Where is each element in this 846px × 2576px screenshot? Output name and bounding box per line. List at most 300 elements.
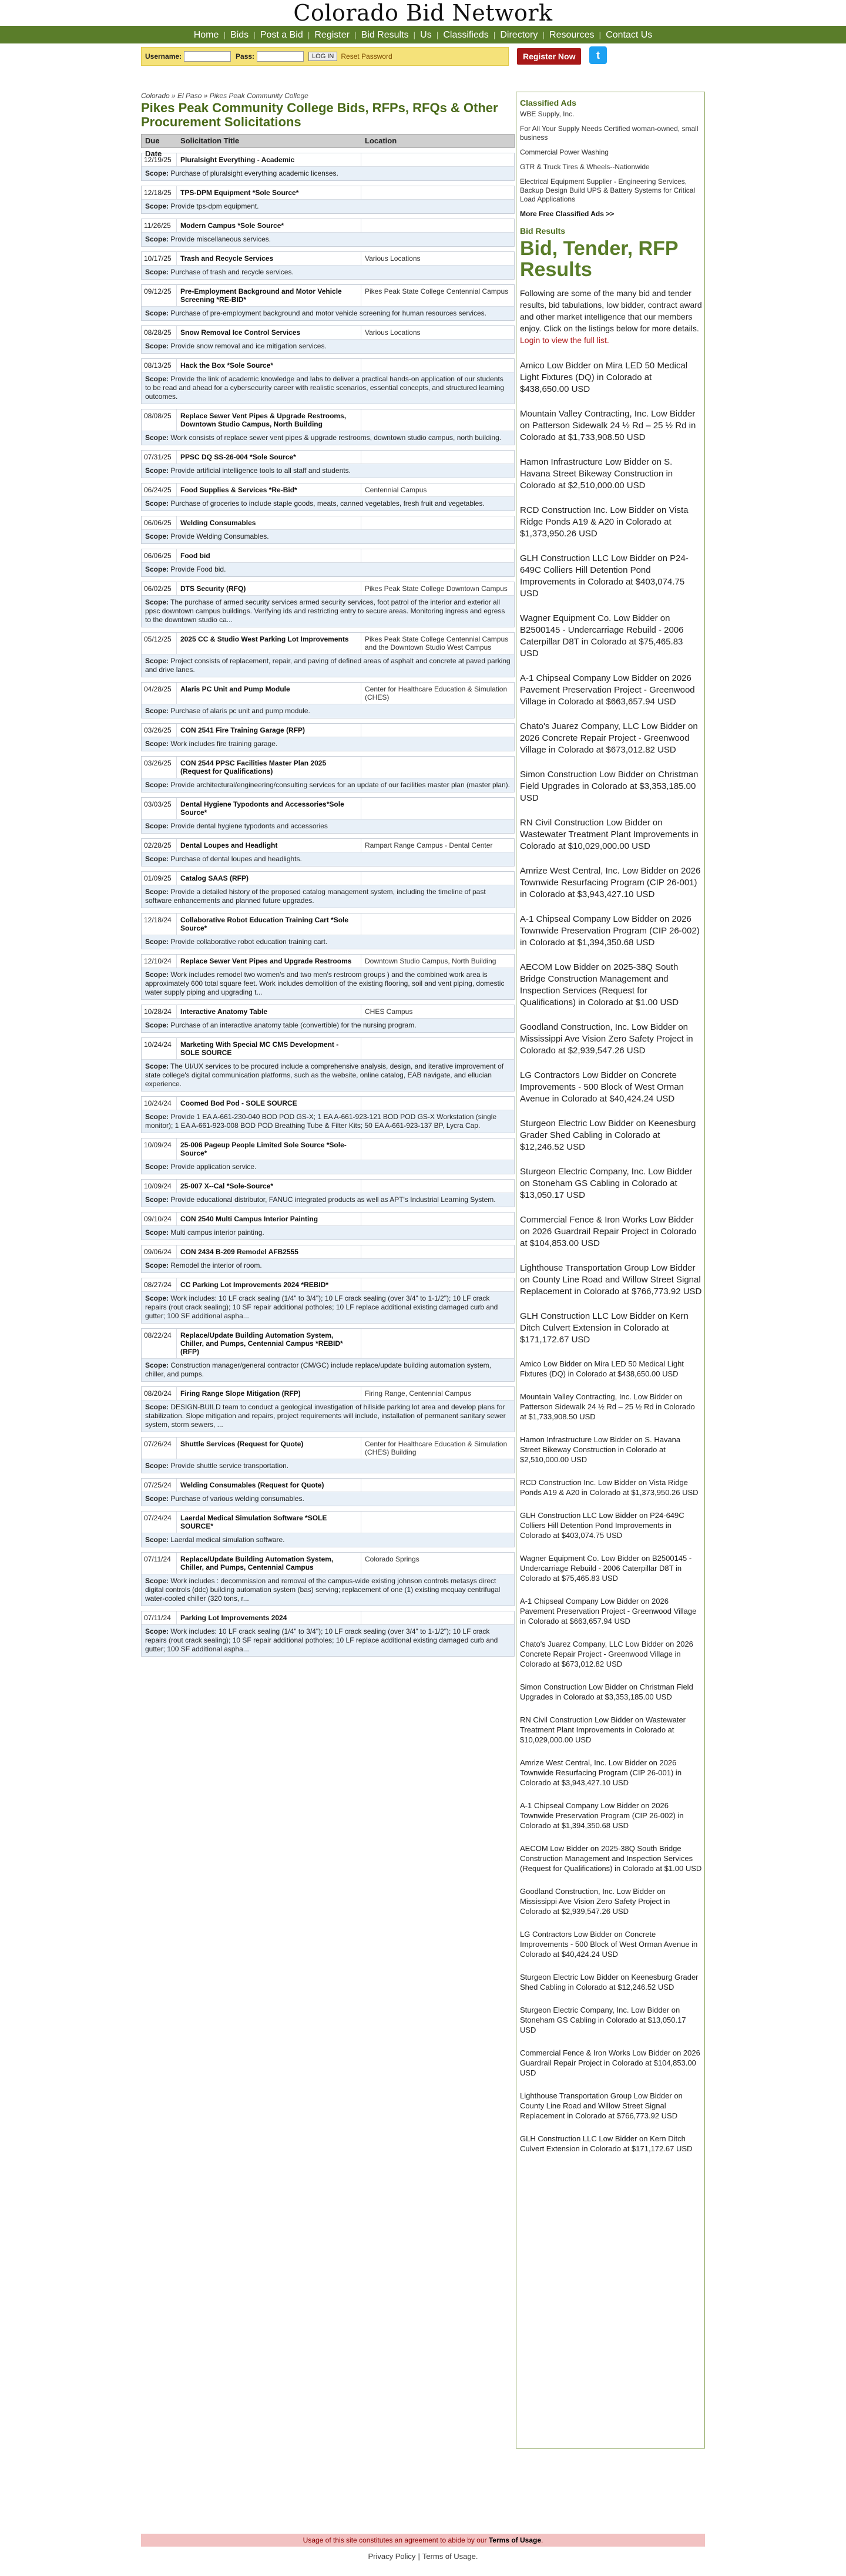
bid-entry — [141, 153, 515, 181]
bid-result-link[interactable]: RCD Construction Inc. Low Bidder on Vista Ridge Ponds A19 & A20 in Colorado at $1,373,950.26 USD — [520, 1478, 699, 1497]
bid-title-link[interactable]: Firing Range Slope Mitigation (RFP) — [180, 1389, 301, 1398]
bid-title-cell — [177, 1278, 361, 1291]
bid-location — [361, 798, 514, 819]
bid-due-date: 10/24/24 — [142, 1097, 177, 1110]
bid-result-link[interactable]: Chato's Juarez Company, LLC Low Bidder on 2026 Concrete Repair Project - Greenwood Village in Colorado at $673,012.82 USD — [520, 721, 698, 755]
bid-title-link[interactable]: Collaborative Robot Education Training Cart *Sole Source* — [180, 916, 349, 932]
bid-title-cell — [177, 1512, 361, 1533]
bid-scope — [142, 885, 514, 908]
classified-ad[interactable]: For All Your Supply Needs Certified woman-owned, small business — [520, 125, 699, 142]
bid-title-link[interactable]: Food Supplies & Services *Re-Bid* — [180, 486, 297, 494]
nav-separator: | — [436, 30, 439, 39]
bid-result-link[interactable]: RCD Construction Inc. Low Bidder on Vista Ridge Ponds A19 & A20 in Colorado at $1,373,950.26 USD — [520, 505, 689, 539]
bid-result-link[interactable]: RN Civil Construction Low Bidder on Wastewater Treatment Plant Improvements in Colorado at $10,029,000.00 USD — [520, 818, 699, 851]
bid-row — [142, 872, 514, 885]
breadcrumb-item[interactable]: Colorado — [141, 92, 170, 100]
username-input[interactable] — [184, 51, 231, 62]
bid-title-link[interactable]: Shuttle Services (Request for Quote) — [180, 1440, 304, 1448]
bid-scope — [142, 1624, 514, 1656]
scope-text: Remodel the interior of room. — [170, 1261, 262, 1269]
table-header — [141, 134, 515, 158]
bid-entry — [141, 632, 515, 677]
bid-row — [142, 798, 514, 819]
bid-row — [142, 1005, 514, 1018]
bid-due-date: 07/25/24 — [142, 1479, 177, 1492]
bid-location — [361, 1245, 514, 1258]
bid-title-link[interactable]: Welding Consumables — [180, 519, 256, 527]
bid-scope — [142, 1459, 514, 1473]
bid-due-date: 05/12/25 — [142, 633, 177, 654]
bid-title-link[interactable]: Pluralsight Everything - Academic — [180, 156, 295, 164]
bid-title-link[interactable]: Dental Loupes and Headlight — [180, 841, 278, 849]
scope-text: Provide Food bid. — [170, 565, 226, 573]
scope-label: Scope: — [145, 781, 169, 789]
scope-label: Scope: — [145, 169, 169, 177]
bid-scope — [142, 1574, 514, 1606]
bid-result-link[interactable]: A-1 Chipseal Company Low Bidder on 2026 Townwide Preservation Program (CIP 26-002) in Colorado at $1,394,350.68 USD — [520, 914, 700, 948]
bid-title-link[interactable]: Hack the Box *Sole Source* — [180, 361, 274, 370]
bid-row — [142, 1329, 514, 1358]
bid-result-link[interactable]: Mountain Valley Contracting, Inc. Low Bidder on Patterson Sidewalk 24 ½ Rd – 25 ½ Rd in Colorado at $1,733,908.50 USD — [520, 409, 696, 442]
bid-location — [361, 549, 514, 562]
bid-result-link[interactable]: GLH Construction LLC Low Bidder on P24-649C Colliers Hill Detention Pond Improvements in Colorado at $403,074.75 USD — [520, 1511, 684, 1540]
bid-title-link[interactable]: Pre-Employment Background and Motor Vehicle Screening *RE-BID* — [180, 287, 342, 304]
nav-item[interactable]: Register — [314, 30, 350, 40]
terms-text: Usage of this site constitutes an agreement to abide by our — [303, 2536, 487, 2544]
bid-title-cell — [177, 1611, 361, 1624]
scope-text: Work includes remodel two women's and two men's restroom groups ) and the combined work area is approximately 600 total square feet. Work includes demolition of the existing flooring, soil and vent piping, domestic water supply piping and upgrading t... — [145, 970, 505, 996]
bid-results-heading: Bid Results — [520, 226, 566, 236]
bid-title-link[interactable]: CON 2540 Multi Campus Interior Painting — [180, 1215, 318, 1223]
bid-scope — [142, 1492, 514, 1506]
classified-ad[interactable]: WBE Supply, Inc. — [520, 110, 575, 118]
bid-title-link[interactable]: Welding Consumables (Request for Quote) — [180, 1481, 324, 1489]
bid-title-link[interactable]: 25-006 Pageup People Limited Sole Source *Sole-Source* — [180, 1141, 347, 1157]
scope-label: Scope: — [145, 707, 169, 715]
bid-scope — [142, 529, 514, 543]
bid-scope — [142, 166, 514, 180]
bid-result-link[interactable]: RN Civil Construction Low Bidder on Wastewater Treatment Plant Improvements in Colorado at $10,029,000.00 USD — [520, 1715, 686, 1744]
bid-result-link[interactable]: Commercial Fence & Iron Works Low Bidder on 2026 Guardrail Repair Project in Colorado at $104,853.00 USD — [520, 1215, 697, 1248]
bid-title-cell — [177, 153, 361, 166]
bid-result-link[interactable]: Amrize West Central, Inc. Low Bidder on 2026 Townwide Resurfacing Program (CIP 26-001) in Colorado at $3,943,427.10 USD — [520, 1758, 682, 1787]
scope-text: Purchase of alaris pc unit and pump module. — [170, 707, 310, 715]
bid-entry — [141, 1278, 515, 1324]
bid-title-cell — [177, 582, 361, 595]
bid-result-link[interactable]: Amrize West Central, Inc. Low Bidder on 2026 Townwide Resurfacing Program (CIP 26-001) in Colorado at $3,943,427.10 USD — [520, 866, 701, 899]
bid-result-link[interactable]: Lighthouse Transportation Group Low Bidder on County Line Road and Willow Street Signal Replacement in Colorado at $766,773.92 USD — [520, 1263, 702, 1297]
bid-result-link[interactable]: Goodland Construction, Inc. Low Bidder on Mississippi Ave Vision Zero Safety Project in Colorado at $2,939,547.26 USD — [520, 1022, 693, 1056]
bid-title-cell — [177, 839, 361, 852]
bid-result-link[interactable]: GLH Construction LLC Low Bidder on Kern Ditch Culvert Extension in Colorado at $171,172.67 USD — [520, 2134, 693, 2153]
bid-entry — [141, 284, 515, 321]
bid-title-link[interactable]: Food bid — [180, 552, 210, 560]
bid-due-date: 03/26/25 — [142, 724, 177, 737]
bid-due-date: 12/10/24 — [142, 955, 177, 968]
bid-title-link[interactable]: Interactive Anatomy Table — [180, 1007, 268, 1016]
bid-location — [361, 219, 514, 232]
bid-result-link[interactable]: Sturgeon Electric Low Bidder on Keenesburg Grader Shed Cabling in Colorado at $12,246.52 USD — [520, 1973, 699, 1991]
bid-row — [142, 219, 514, 232]
nav-item[interactable]: Directory — [500, 30, 538, 40]
terms-usage-link[interactable]: Terms of Usage. — [422, 2552, 478, 2561]
password-input[interactable] — [257, 51, 304, 62]
nav-item[interactable]: Classifieds — [443, 30, 489, 40]
bid-title-link[interactable]: Marketing With Special MC CMS Development - SOLE SOURCE — [180, 1040, 339, 1057]
nav-item[interactable]: Contact Us — [606, 30, 653, 40]
bid-entry — [141, 756, 515, 792]
nav-separator: | — [542, 30, 545, 39]
classified-ad[interactable]: GTR & Truck Tires & Wheels--Nationwide — [520, 163, 650, 171]
bid-result-link[interactable]: Sturgeon Electric Company, Inc. Low Bidder on Stoneham GS Cabling in Colorado at $13,050.17 USD — [520, 2006, 686, 2034]
bid-row — [142, 451, 514, 464]
nav-item[interactable]: Bid Results — [361, 30, 409, 40]
bid-location — [361, 872, 514, 885]
bid-result-link[interactable]: Simon Construction Low Bidder on Christman Field Upgrades in Colorado at $3,353,185.00 USD — [520, 770, 699, 803]
bid-location — [361, 757, 514, 778]
bid-row — [142, 1512, 514, 1533]
bid-list — [141, 153, 515, 1657]
login-link[interactable]: Login to view the full list. — [520, 335, 609, 345]
scope-text: Purchase of pluralsight everything academic licenses. — [170, 169, 338, 177]
bid-result-link[interactable]: A-1 Chipseal Company Low Bidder on 2026 Pavement Preservation Project - Greenwood Village in Colorado at $663,657.94 USD — [520, 1597, 697, 1625]
nav-item[interactable]: Bids — [230, 30, 249, 40]
bid-title-cell — [177, 359, 361, 372]
bid-scope — [142, 372, 514, 404]
bid-title-cell — [177, 451, 361, 464]
twitter-icon[interactable]: t — [589, 46, 607, 64]
scope-label: Scope: — [145, 1113, 169, 1121]
bid-result-link[interactable]: Wagner Equipment Co. Low Bidder on B2500145 - Undercarriage Rebuild - 2006 Caterpillar D8T in Colorado at $75,465.83 USD — [520, 613, 684, 659]
bid-entry — [141, 582, 515, 627]
bid-scope — [142, 1291, 514, 1323]
content-column — [141, 92, 515, 1661]
bid-location: Various Locations — [365, 328, 421, 337]
bid-row — [142, 483, 514, 496]
bid-row — [142, 1245, 514, 1258]
bid-location: CHES Campus — [365, 1007, 413, 1016]
bid-row — [142, 549, 514, 562]
bid-title-cell — [177, 186, 361, 199]
bid-entry — [141, 1138, 515, 1174]
bid-result-link[interactable]: Lighthouse Transportation Group Low Bidder on County Line Road and Willow Street Signal Replacement in Colorado at $766,773.92 USD — [520, 2091, 683, 2120]
bid-title-link[interactable]: Dental Hygiene Typodonts and Accessories*Sole Source* — [180, 800, 344, 817]
bid-row — [142, 1438, 514, 1459]
scope-label: Scope: — [145, 1294, 169, 1302]
bid-row — [142, 683, 514, 704]
bid-scope — [142, 595, 514, 627]
classified-ads — [520, 110, 702, 204]
classified-heading: Classified Ads — [520, 98, 576, 108]
bid-location — [361, 1278, 514, 1291]
header-location: Location — [365, 136, 397, 145]
bid-title-cell — [177, 1038, 361, 1059]
bid-entry — [141, 1478, 515, 1506]
bid-location — [361, 451, 514, 464]
terms-link[interactable]: Terms of Usage — [488, 2536, 541, 2544]
site-title[interactable]: Colorado Bid Network — [293, 0, 553, 26]
bid-entry — [141, 1096, 515, 1133]
nav-item[interactable]: Resources — [549, 30, 595, 40]
site-header — [0, 0, 846, 26]
bid-scope — [142, 562, 514, 576]
bid-title-link[interactable]: Coomed Bod Pod - SOLE SOURCE — [180, 1099, 297, 1107]
page-title: Pikes Peak Community College Bids, RFPs, RFQs & Other Procurement Solicitations — [141, 100, 498, 129]
bid-entry — [141, 1511, 515, 1547]
bid-title-cell — [177, 1245, 361, 1258]
bid-scope — [142, 1193, 514, 1207]
bid-location: Center for Healthcare Education & Simulation (CHES) Building — [365, 1440, 508, 1456]
bid-result-link[interactable]: Amico Low Bidder on Mira LED 50 Medical Light Fixtures (DQ) in Colorado at $438,650.00 USD — [520, 361, 688, 394]
bid-entry — [141, 251, 515, 280]
bid-row — [142, 153, 514, 166]
bid-result-link[interactable]: Amico Low Bidder on Mira LED 50 Medical Light Fixtures (DQ) in Colorado at $438,650.00 USD — [520, 1359, 684, 1378]
bid-title-link[interactable]: CON 2541 Fire Training Garage (RFP) — [180, 726, 306, 734]
bid-result-link[interactable]: LG Contractors Low Bidder on Concrete Improvements - 500 Block of West Orman Avenue in Colorado at $40,424.24 USD — [520, 1930, 698, 1959]
bid-location — [361, 359, 514, 372]
bid-entry — [141, 838, 515, 866]
bid-title-link[interactable]: 2025 CC & Studio West Parking Lot Improvements — [180, 635, 349, 643]
main-container — [141, 43, 705, 2153]
bid-entry — [141, 682, 515, 718]
scope-text: Purchase of trash and recycle services. — [170, 268, 294, 276]
scope-text: Provide Welding Consumables. — [170, 532, 269, 540]
bid-row — [142, 724, 514, 737]
bid-scope — [142, 339, 514, 353]
bid-title-link[interactable]: Snow Removal Ice Control Services — [180, 328, 301, 337]
bid-result-link[interactable]: Sturgeon Electric Low Bidder on Keenesburg Grader Shed Cabling in Colorado at $12,246.52 USD — [520, 1119, 696, 1152]
scope-text: The UI/UX services to be procured include a comprehensive analysis, design, and iterative improvement of state college's digital communication platforms, such as the website, online catalog, EAB navigate, and ellucian experience. — [145, 1062, 504, 1088]
footer-links: Privacy Policy | Terms of Usage. — [0, 2552, 846, 2561]
nav-item[interactable]: Us — [420, 30, 432, 40]
more-classified-link[interactable]: More Free Classified Ads >> — [520, 210, 615, 218]
bid-due-date: 12/19/25 — [142, 153, 177, 166]
scope-text: Purchase of various welding consumables. — [170, 1494, 304, 1503]
bid-entry — [141, 483, 515, 511]
scope-text: Provide artificial intelligence tools to all staff and students. — [170, 466, 351, 475]
privacy-policy-link[interactable]: Privacy Policy — [368, 2552, 416, 2561]
bid-result-link[interactable]: AECOM Low Bidder on 2025-38Q South Bridge Construction Management and Inspection Services (Request for Qualifications) in Colorado at $1.00 USD — [520, 962, 679, 1007]
classified-ad[interactable]: Electrical Equipment Supplier - Engineering Services, Backup Design Build UPS & Battery Systems for Critical Load Applications — [520, 177, 696, 203]
nav-item[interactable]: Post a Bid — [260, 30, 303, 40]
bid-scope — [142, 778, 514, 792]
bid-title-cell — [177, 549, 361, 562]
bid-title-link[interactable]: CON 2434 B-209 Remodel AFB2555 — [180, 1248, 298, 1256]
bid-due-date: 12/18/24 — [142, 913, 177, 935]
scope-label: Scope: — [145, 268, 169, 276]
bid-title-link[interactable]: Modern Campus *Sole Source* — [180, 221, 284, 230]
bid-title-link[interactable]: CON 2544 PPSC Facilities Master Plan 2025 (Request for Qualifications) — [180, 759, 327, 775]
header-title: Solicitation Title — [180, 136, 240, 145]
bid-title-link[interactable]: Replace/Update Building Automation System, Chiller, and Pumps, Centennial Campus *REBID* (RFP) — [180, 1331, 343, 1356]
bid-scope — [142, 1358, 514, 1381]
bid-title-cell — [177, 724, 361, 737]
bid-result-link[interactable]: Commercial Fence & Iron Works Low Bidder on 2026 Guardrail Repair Project in Colorado at $104,853.00 USD — [520, 2048, 700, 2077]
bid-title-cell — [177, 872, 361, 885]
bid-row — [142, 1553, 514, 1574]
bid-entry — [141, 1212, 515, 1240]
bid-row — [142, 409, 514, 431]
bid-location — [361, 724, 514, 737]
scope-label: Scope: — [145, 466, 169, 475]
bid-due-date: 10/17/25 — [142, 252, 177, 265]
bid-title-link[interactable]: TPS-DPM Equipment *Sole Source* — [180, 189, 299, 197]
bid-title-cell — [177, 633, 361, 654]
bid-scope — [142, 819, 514, 833]
bid-title-cell — [177, 516, 361, 529]
bid-due-date: 08/20/24 — [142, 1387, 177, 1400]
scope-label: Scope: — [145, 1228, 169, 1237]
bid-scope — [142, 1110, 514, 1133]
bid-location — [361, 1479, 514, 1492]
bid-row — [142, 757, 514, 778]
bid-scope — [142, 431, 514, 445]
bid-result-link[interactable]: Hamon Infrastructure Low Bidder on S. Havana Street Bikeway Construction in Colorado at $2,510,000.00 USD — [520, 1435, 681, 1464]
bid-due-date: 10/24/24 — [142, 1038, 177, 1059]
bid-due-date: 09/06/24 — [142, 1245, 177, 1258]
bid-title-link[interactable]: 25-007 X--Cal *Sole-Source* — [180, 1182, 274, 1190]
scope-text: DESIGN-BUILD team to conduct a geological investigation of hillside parking lot area and develop plans for stabilization. Slope mitigation and repairs, project requirements will include, installation of permanent sanitary sewer system, storm sewers, ... — [145, 1403, 506, 1429]
sidebar — [516, 92, 705, 2449]
classified-ad[interactable]: Commercial Power Washing — [520, 148, 609, 156]
bid-due-date: 08/27/24 — [142, 1278, 177, 1291]
scope-label: Scope: — [145, 309, 169, 317]
bid-row — [142, 1213, 514, 1225]
breadcrumb-item[interactable]: El Paso — [177, 92, 202, 100]
scope-label: Scope: — [145, 657, 169, 665]
nav-separator: | — [307, 30, 310, 39]
bid-scope — [142, 265, 514, 279]
bid-result-link[interactable]: A-1 Chipseal Company Low Bidder on 2026 Townwide Preservation Program (CIP 26-002) in Colorado at $1,394,350.68 USD — [520, 1801, 684, 1830]
bid-title-link[interactable]: CC Parking Lot Improvements 2024 *REBID* — [180, 1281, 329, 1289]
bid-location: Center for Healthcare Education & Simulation (CHES) — [365, 685, 508, 701]
bid-row — [142, 633, 514, 654]
bid-result-link[interactable]: Chato's Juarez Company, LLC Low Bidder on 2026 Concrete Repair Project - Greenwood Village in Colorado at $673,012.82 USD — [520, 1640, 693, 1668]
bid-scope — [142, 968, 514, 999]
bid-entry — [141, 358, 515, 404]
bid-due-date: 07/24/24 — [142, 1512, 177, 1533]
bid-title-link[interactable]: Parking Lot Improvements 2024 — [180, 1614, 287, 1622]
scope-label: Scope: — [145, 565, 169, 573]
bid-result-link[interactable]: A-1 Chipseal Company Low Bidder on 2026 Pavement Preservation Project - Greenwood Village in Colorado at $663,657.94 USD — [520, 673, 695, 707]
login-button[interactable]: LOG IN — [308, 52, 337, 61]
bid-row — [142, 252, 514, 265]
bid-location — [361, 1038, 514, 1059]
scope-text: Work includes: 10 LF crack sealing (1/4" to 3/4"); 10 LF crack sealing (over 3/4" to 1-1/2"); 10 LF crack repairs (rout crack sealing); 10 SF repair additional potholes; 10 LF replace additional existing damaged curb and gutter; 100 SF additional aspha... — [145, 1294, 498, 1320]
bid-entry — [141, 219, 515, 247]
bid-entry — [141, 409, 515, 445]
scope-label: Scope: — [145, 740, 169, 748]
bid-result-link[interactable]: Goodland Construction, Inc. Low Bidder on Mississippi Ave Vision Zero Safety Project in Colorado at $2,939,547.26 USD — [520, 1887, 670, 1916]
scope-text: Provide dental hygiene typodonts and accessories — [170, 822, 328, 830]
bid-entry — [141, 871, 515, 908]
scope-text: Provide 1 EA A-661-230-040 BOD POD GS-X; 1 EA A-661-923-121 BOD POD GS-X Workstation (single monitor); 1 EA A-661-923-008 BOD POD Breathing Tube & Filter Kits; 50 EA A-661-923-137 BP, Lycra Cap. — [145, 1113, 497, 1130]
bid-title-link[interactable]: Laerdal Medical Simulation Software *SOLE SOURCE* — [180, 1514, 327, 1530]
bid-title-link[interactable]: PPSC DQ SS-26-004 *Sole Source* — [180, 453, 296, 461]
bid-scope — [142, 199, 514, 213]
bid-result-link[interactable]: Simon Construction Low Bidder on Christman Field Upgrades in Colorado at $3,353,185.00 USD — [520, 1682, 693, 1701]
bid-due-date: 10/09/24 — [142, 1180, 177, 1193]
bid-due-date: 08/13/25 — [142, 359, 177, 372]
bid-title-cell — [177, 326, 361, 339]
bid-due-date: 07/11/24 — [142, 1611, 177, 1624]
reset-password-link[interactable]: Reset Password — [341, 52, 392, 61]
scope-label: Scope: — [145, 532, 169, 540]
bid-scope — [142, 464, 514, 478]
bid-title-cell — [177, 1180, 361, 1193]
bid-results-intro — [520, 287, 702, 346]
bid-title-cell — [177, 1329, 361, 1358]
bid-due-date: 07/26/24 — [142, 1438, 177, 1459]
bid-row — [142, 582, 514, 595]
register-now-button[interactable]: Register Now — [517, 48, 581, 65]
bid-row — [142, 186, 514, 199]
bid-result-link[interactable]: Sturgeon Electric Company, Inc. Low Bidder on Stoneham GS Cabling in Colorado at $13,050.17 USD — [520, 1167, 693, 1200]
bid-location — [361, 186, 514, 199]
scope-text: Construction manager/general contractor (CM/GC) include replace/update building automation system, chiller, and pumps. — [145, 1361, 491, 1378]
bid-title-link[interactable]: Trash and Recycle Services — [180, 254, 274, 263]
bid-title-cell — [177, 219, 361, 232]
bid-title-link[interactable]: Catalog SAAS (RFP) — [180, 874, 249, 882]
bid-scope — [142, 496, 514, 511]
bid-title-link[interactable]: Replace Sewer Vent Pipes & Upgrade Restrooms, Downtown Studio Campus, North Building — [180, 412, 347, 428]
bid-result-link[interactable]: AECOM Low Bidder on 2025-38Q South Bridge Construction Management and Inspection Services (Request for Qualifications) in Colorado at $1.00 USD — [520, 1844, 702, 1873]
scope-label: Scope: — [145, 1195, 169, 1204]
scope-label: Scope: — [145, 1577, 169, 1585]
bid-entry — [141, 723, 515, 751]
footer-terms: Usage of this site constitutes an agreement to abide by our Terms of Usage. — [141, 2534, 705, 2547]
nav-item[interactable]: Home — [193, 30, 219, 40]
scope-text: Provide miscellaneous services. — [170, 235, 271, 243]
bid-title-cell — [177, 798, 361, 819]
bid-title-link[interactable]: Alaris PC Unit and Pump Module — [180, 685, 290, 693]
bid-result-link[interactable]: Wagner Equipment Co. Low Bidder on B2500145 - Undercarriage Rebuild - 2006 Caterpillar D8T in Colorado at $75,465.83 USD — [520, 1554, 692, 1583]
bid-location — [361, 1213, 514, 1225]
nav-separator: | — [223, 30, 226, 39]
bid-title-link[interactable]: Replace/Update Building Automation System, Chiller, and Pumps, Centennial Campus — [180, 1555, 334, 1571]
bid-result-link[interactable]: GLH Construction LLC Low Bidder on P24-649C Colliers Hill Detention Pond Improvements in Colorado at $403,074.75 USD — [520, 553, 689, 599]
nav-separator: | — [493, 30, 496, 39]
bid-title-cell — [177, 285, 361, 306]
bid-location — [361, 153, 514, 166]
bid-title-cell — [177, 683, 361, 704]
bid-scope — [142, 935, 514, 949]
bid-location — [361, 516, 514, 529]
breadcrumb: Colorado » El Paso » Pikes Peak Community College — [141, 92, 308, 100]
bid-result-link[interactable]: GLH Construction LLC Low Bidder on Kern Ditch Culvert Extension in Colorado at $171,172.67 USD — [520, 1311, 689, 1345]
nav-separator: | — [354, 30, 357, 39]
bid-result-link[interactable]: Mountain Valley Contracting, Inc. Low Bidder on Patterson Sidewalk 24 ½ Rd – 25 ½ Rd in Colorado at $1,733,908.50 USD — [520, 1392, 695, 1421]
scope-label: Scope: — [145, 1462, 169, 1470]
bid-result-link[interactable]: LG Contractors Low Bidder on Concrete Improvements - 500 Block of West Orman Avenue in Colorado at $40,424.24 USD — [520, 1070, 684, 1104]
bid-due-date: 03/03/25 — [142, 798, 177, 819]
scope-text: Laerdal medical simulation software. — [170, 1536, 285, 1544]
bid-entry — [141, 1037, 515, 1091]
bid-title-link[interactable]: Replace Sewer Vent Pipes and Upgrade Restrooms — [180, 957, 352, 965]
scope-label: Scope: — [145, 235, 169, 243]
bid-location — [361, 1097, 514, 1110]
bid-entry — [141, 1179, 515, 1207]
bid-result-link[interactable]: Hamon Infrastructure Low Bidder on S. Havana Street Bikeway Construction in Colorado at $2,510,000.00 USD — [520, 457, 673, 491]
bid-entry — [141, 1328, 515, 1382]
bid-title-cell — [177, 1553, 361, 1574]
bid-location: Pikes Peak State College Downtown Campus — [365, 585, 508, 593]
scope-text: Provide educational distributor, FANUC integrated products as well as APT's Industrial Learning System. — [170, 1195, 496, 1204]
bid-title-link[interactable]: DTS Security (RFQ) — [180, 585, 246, 593]
scope-label: Scope: — [145, 938, 169, 946]
header-due-date: Due Date — [145, 136, 162, 158]
bid-scope — [142, 1258, 514, 1272]
